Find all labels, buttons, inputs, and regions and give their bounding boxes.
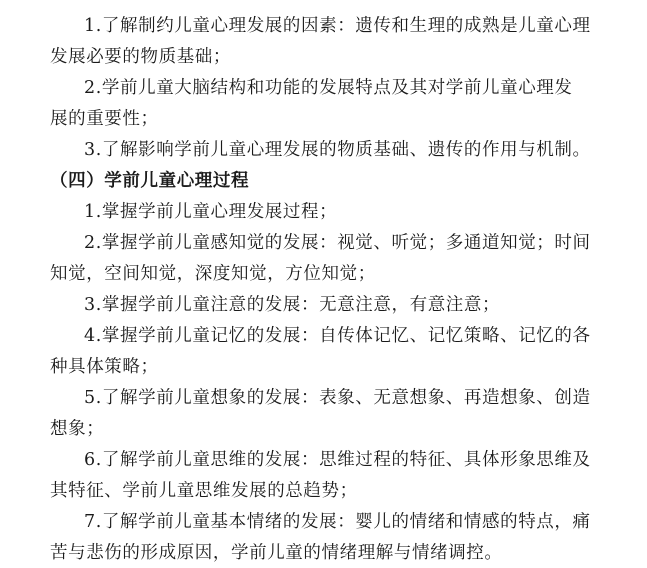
paragraph-line: 知觉，空间知觉，深度知觉，方位知觉；	[50, 264, 376, 284]
paragraph-line: 7.了解学前儿童基本情绪的发展：婴儿的情绪和情感的特点，痛	[84, 512, 591, 532]
paragraph-line: 4.掌握学前儿童记忆的发展：自传体记忆、记忆策略、记忆的各	[84, 326, 591, 346]
paragraph-line: 种具体策略；	[50, 357, 159, 377]
paragraph-line: 2.掌握学前儿童感知觉的发展：视觉、听觉；多通道知觉；时间	[84, 233, 591, 253]
paragraph-line: 其特征、学前儿童思维发展的总趋势；	[50, 481, 358, 501]
paragraph-line: 发展必要的物质基础；	[50, 47, 231, 67]
paragraph-line: 3.掌握学前儿童注意的发展：无意注意，有意注意；	[84, 295, 501, 315]
paragraph-line: 想象；	[50, 419, 105, 439]
section-heading: （四）学前儿童心理过程	[50, 171, 250, 191]
paragraph-line: 5.了解学前儿童想象的发展：表象、无意想象、再造想象、创造	[84, 388, 591, 408]
paragraph-line: 1.了解制约儿童心理发展的因素：遗传和生理的成熟是儿童心理	[84, 16, 591, 36]
paragraph-line: 6.了解学前儿童思维的发展：思维过程的特征、具体形象思维及	[84, 450, 591, 470]
paragraph-line: 苦与悲伤的形成原因，学前儿童的情绪理解与情绪调控。	[50, 543, 503, 563]
paragraph-line: 3.了解影响学前儿童心理发展的物质基础、遗传的作用与机制。	[84, 140, 591, 160]
paragraph-line: 展的重要性；	[50, 109, 159, 129]
paragraph-line: 2.学前儿童大脑结构和功能的发展特点及其对学前儿童心理发	[84, 78, 573, 98]
paragraph-line: 1.掌握学前儿童心理发展过程；	[84, 202, 338, 222]
